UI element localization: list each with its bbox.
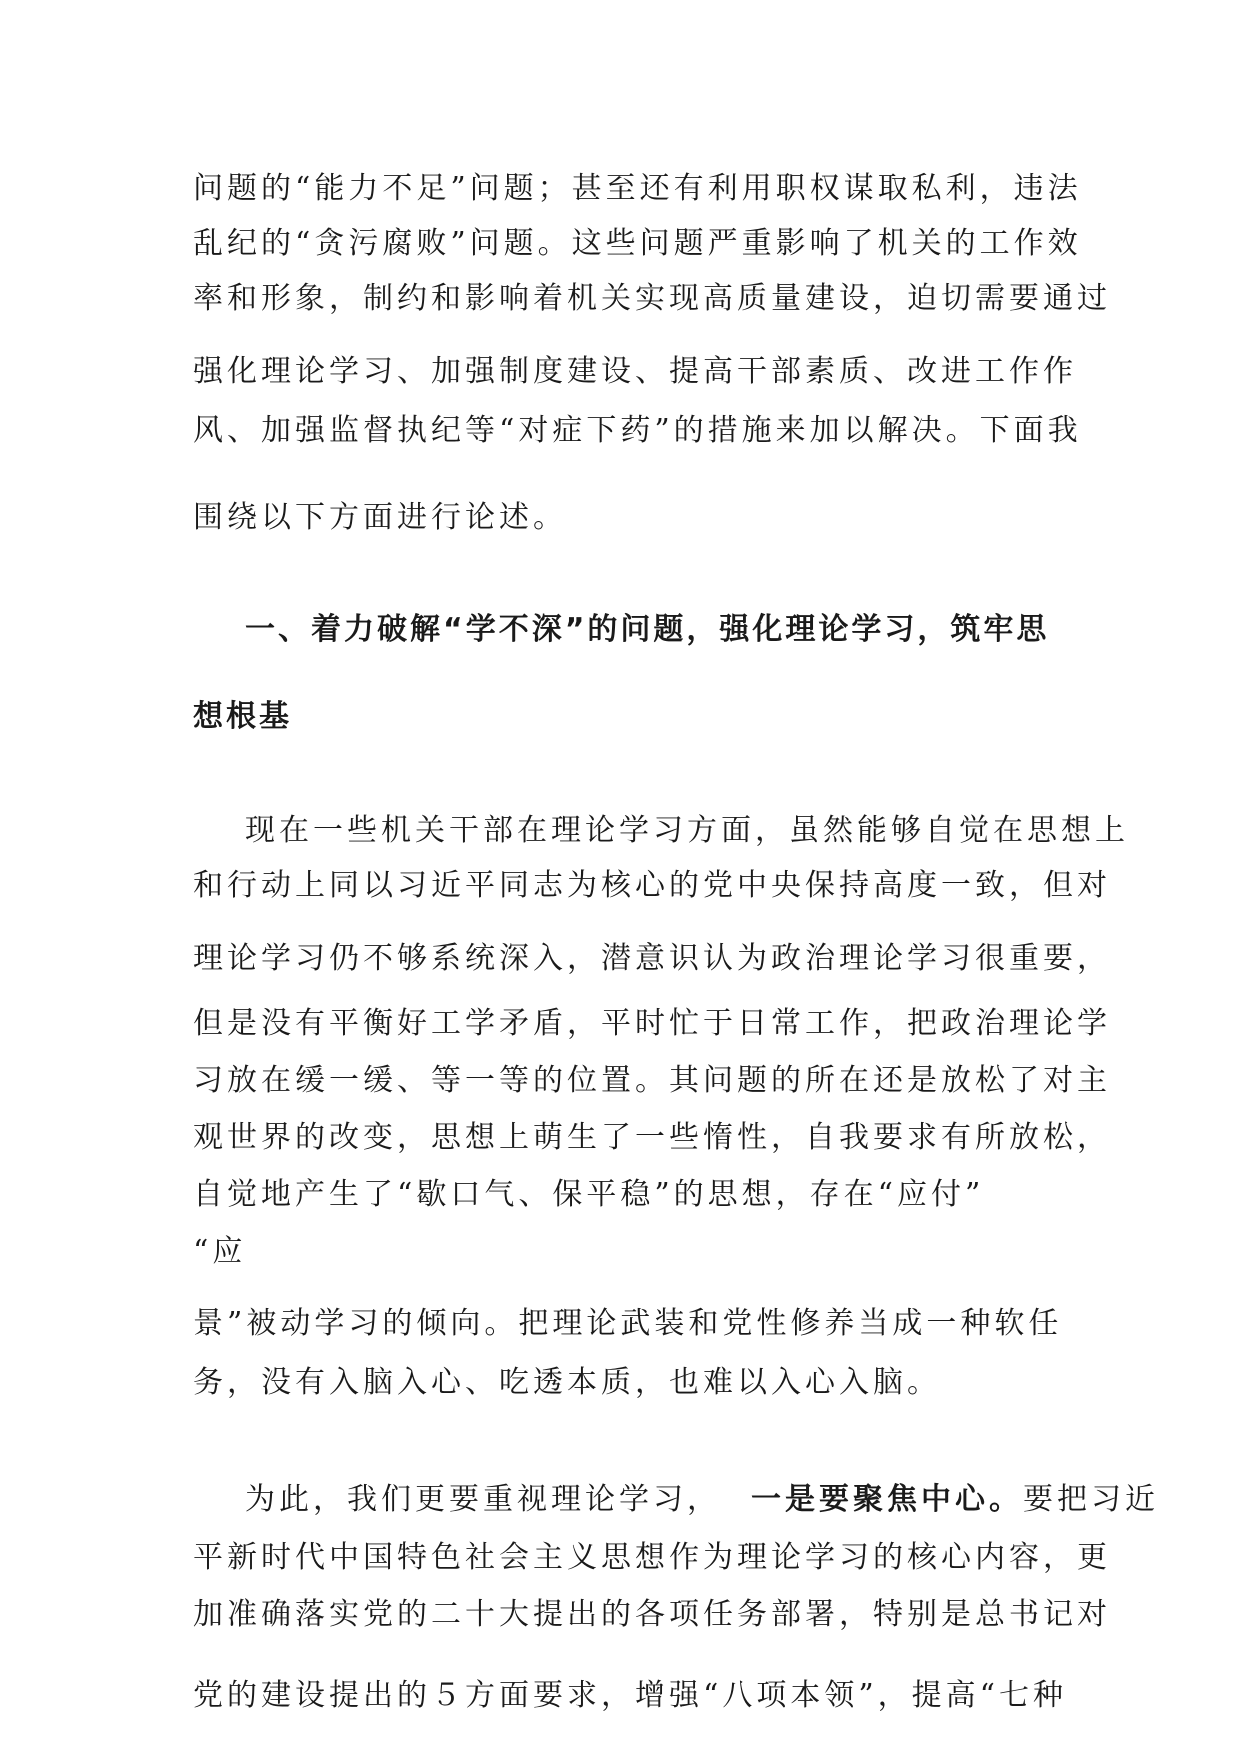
text-line: 理论学习仍不够系统深入，潜意识认为政治理论学习很重要，: [193, 941, 1111, 976]
section-heading: 一、着力破解“学不深”的问题，强化理论学习，筑牢思: [245, 612, 1050, 647]
text-line: 强化理论学习、加强制度建设、提高干部素质、改进工作作: [193, 354, 1077, 389]
text-line-mixed: [245, 1480, 1159, 1520]
text-line: 围绕以下方面进行论述。: [193, 500, 567, 535]
text-line: 现在一些机关干部在理论学习方面，虽然能够自觉在思想上: [245, 813, 1129, 848]
text-line: 党的建设提出的５方面要求，增强“八项本领”，提高“七种: [193, 1678, 1068, 1713]
text-line: 问题的“能力不足”问题；甚至还有利用职权谋取私利，违法: [193, 171, 1082, 206]
text-line: 但是没有平衡好工学矛盾，平时忙于日常工作，把政治理论学: [193, 1006, 1111, 1041]
text-line: 加准确落实党的二十大提出的各项任务部署，特别是总书记对: [193, 1597, 1111, 1632]
text-line: 景”被动学习的倾向。把理论武装和党性修养当成一种软任: [193, 1306, 1063, 1341]
text-line: 平新时代中国特色社会主义思想作为理论学习的核心内容，更: [193, 1540, 1111, 1575]
text-line: 率和形象，制约和影响着机关实现高质量建设，迫切需要通过: [193, 281, 1111, 316]
text-line: 和行动上同以习近平同志为核心的党中央保持高度一致，但对: [193, 868, 1111, 903]
text-line: 乱纪的“贪污腐败”问题。这些问题严重影响了机关的工作效: [193, 226, 1082, 261]
text-run: 为此，我们更要重视理论学习，: [245, 1482, 721, 1517]
section-heading-continued: 想根基: [193, 699, 292, 734]
text-line: 观世界的改变，思想上萌生了一些惰性，自我要求有所放松，: [193, 1120, 1111, 1155]
text-run: 要把习近: [1023, 1482, 1159, 1517]
text-line: 习放在缓一缓、等一等的位置。其问题的所在还是放松了对主: [193, 1063, 1111, 1098]
text-line: 自觉地产生了“歇口气、保平稳”的思想，存在“应付”: [193, 1177, 985, 1212]
text-line: 务，没有入脑入心、吃透本质，也难以入心入脑。: [193, 1365, 941, 1400]
emphasis-run: 一是要聚焦中心。: [751, 1482, 1023, 1517]
text-line: “应: [193, 1234, 247, 1269]
text-line: 风、加强监督执纪等“对症下药”的措施来加以解决。下面我: [193, 413, 1082, 448]
